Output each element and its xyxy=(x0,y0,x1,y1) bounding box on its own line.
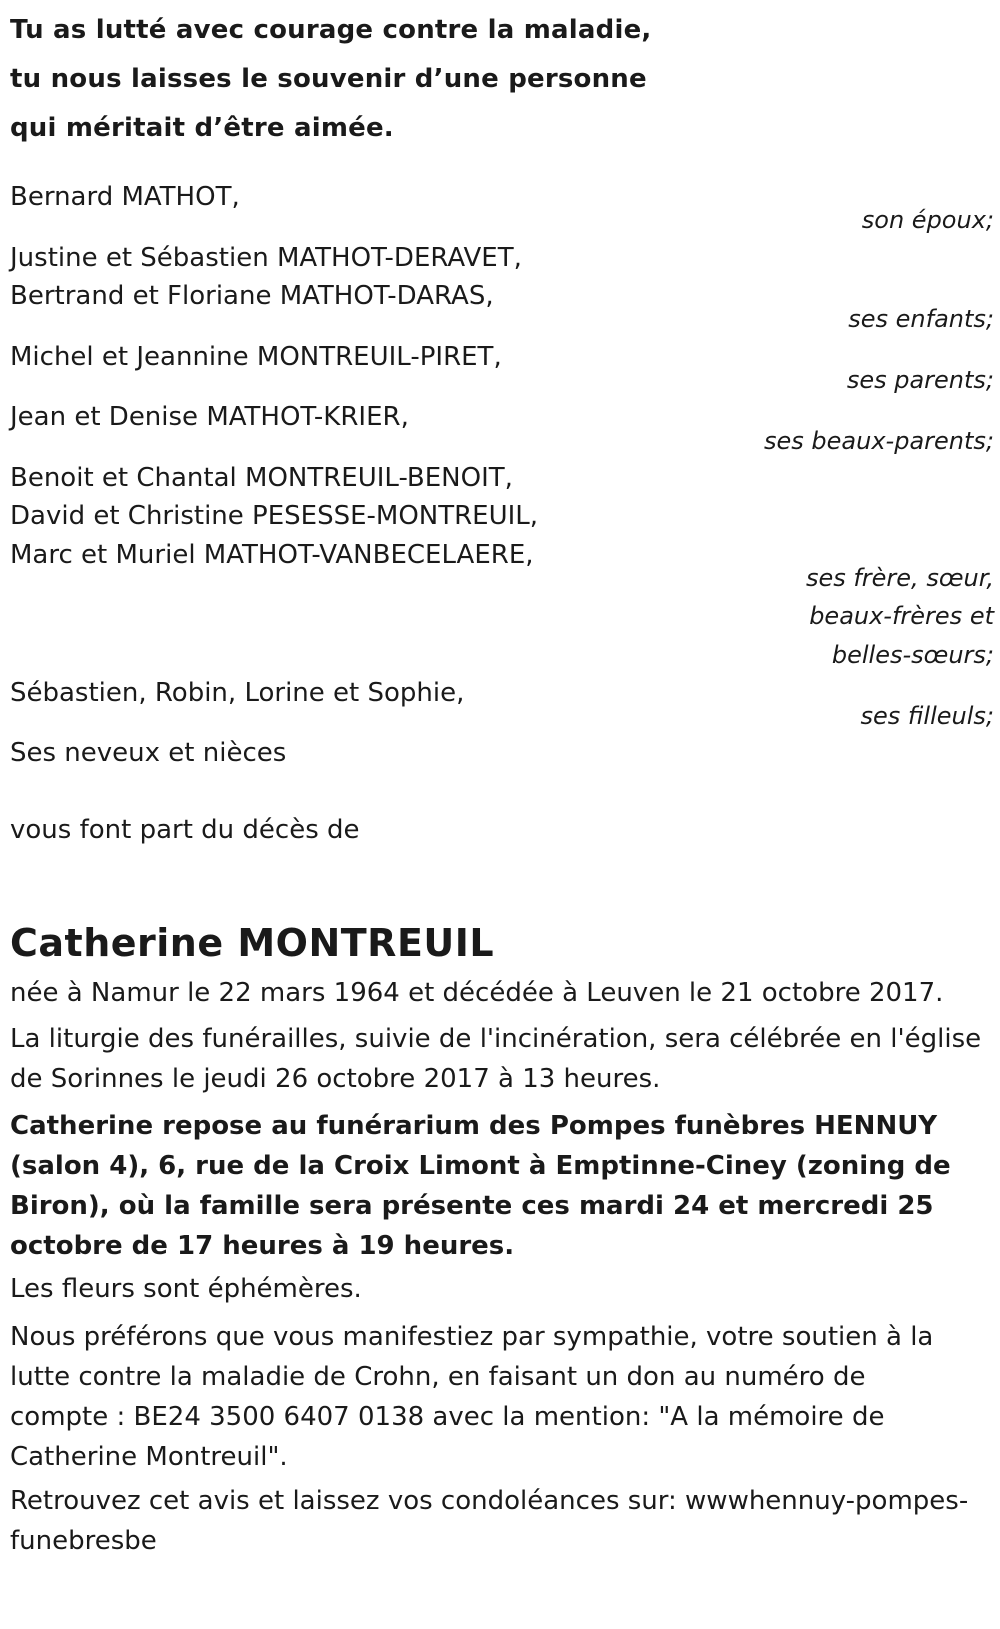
poem-line: qui méritait d’être aimée. xyxy=(10,113,394,143)
donation-paragraph: Nous préférons que vous manifestiez par sympathie, votre soutien à la lutte contre la maladie de Crohn, en faisant un don au numéro de compte : BE24 3500 6407 0138 avec la mention: "A la mémoire de Catherine Montreuil". xyxy=(10,1322,934,1472)
flowers-paragraph: Les fleurs sont éphémères. xyxy=(10,1274,362,1304)
family-name: David et Christine PESESSE-MONTREUIL, xyxy=(10,501,539,531)
announcement-text: vous font part du décès de xyxy=(10,815,360,845)
family-relation: ses frère, sœur, xyxy=(805,564,994,592)
family-relation: ses filleuls; xyxy=(860,702,994,730)
family-name: Ses neveux et nièces xyxy=(10,738,287,768)
family-name: Benoit et Chantal MONTREUIL-BENOIT, xyxy=(10,463,513,493)
birth-death-paragraph: née à Namur le 22 mars 1964 et décédée à Leuven le 21 octobre 2017. xyxy=(10,978,944,1008)
family-relation: son époux; xyxy=(861,206,994,234)
family-relation: ses beaux-parents; xyxy=(764,427,994,455)
family-name: Justine et Sébastien MATHOT-DERAVET, xyxy=(10,243,522,273)
visitation-paragraph: Catherine repose au funérarium des Pompes funèbres HENNUY (salon 4), 6, rue de la Croix Limont à Emptinne-Ciney (zoning de Biron), où la famille sera présente ces mardi 24 et mercredi 25 octobre de 17 heures à 19 heures. xyxy=(10,1111,951,1261)
condolences-paragraph: Retrouvez cet avis et laissez vos condoléances sur: wwwhennuy-pompes-funebresbe xyxy=(10,1486,969,1556)
family-relation: belles-sœurs; xyxy=(831,641,994,669)
family-name: Jean et Denise MATHOT-KRIER, xyxy=(10,402,409,432)
family-name: Bertrand et Floriane MATHOT-DARAS, xyxy=(10,281,494,311)
poem-line: Tu as lutté avec courage contre la maladie, xyxy=(10,15,652,45)
poem-line: tu nous laisses le souvenir d’une personne xyxy=(10,64,647,94)
family-name: Bernard MATHOT, xyxy=(10,182,240,212)
family-name: Sébastien, Robin, Lorine et Sophie, xyxy=(10,678,465,708)
family-name: Michel et Jeannine MONTREUIL-PIRET, xyxy=(10,342,502,372)
deceased-name: Catherine MONTREUIL xyxy=(10,921,495,965)
family-relation: beaux-frères et xyxy=(809,602,994,630)
poem-verse xyxy=(10,6,710,153)
liturgy-paragraph: La liturgie des funérailles, suivie de l'incinération, sera célébrée en l'église de Sorinnes le jeudi 26 octobre 2017 à 13 heures. xyxy=(10,1024,982,1094)
family-relation: ses parents; xyxy=(846,366,994,394)
family-name: Marc et Muriel MATHOT-VANBECELAERE, xyxy=(10,540,534,570)
family-relation: ses enfants; xyxy=(848,305,994,333)
